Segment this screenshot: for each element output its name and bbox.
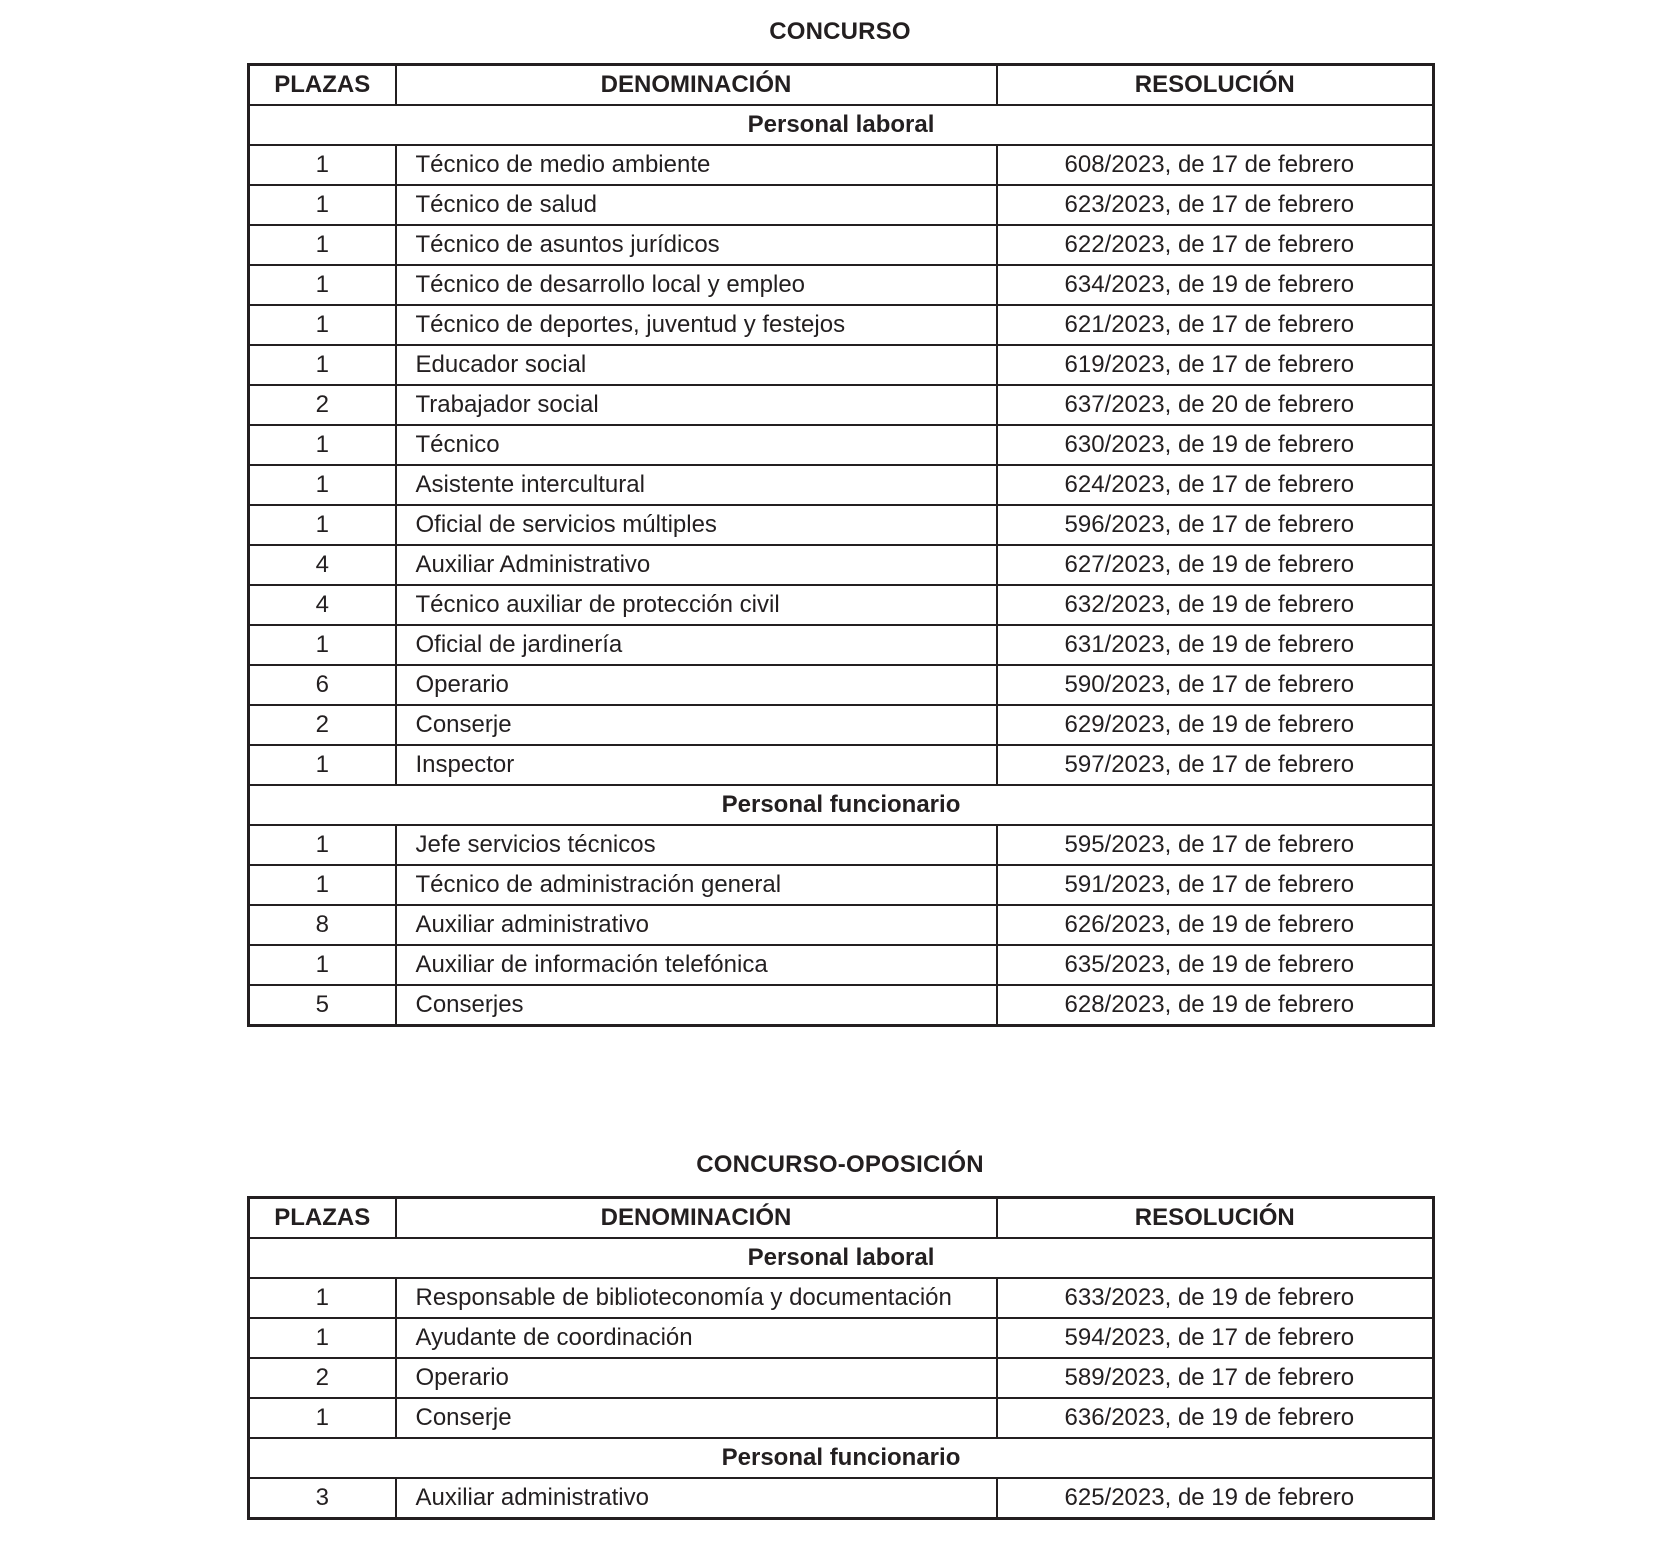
- table-row: [249, 705, 1434, 745]
- cell-resolucion: 590/2023, de 17 de febrero: [997, 665, 1434, 705]
- cell-resolucion: 628/2023, de 19 de febrero: [997, 985, 1434, 1026]
- header-plazas: PLAZAS: [249, 65, 396, 106]
- cell-denominacion: Conserje: [396, 705, 997, 745]
- cell-denominacion: Conserjes: [396, 985, 997, 1026]
- group-row: [249, 105, 1434, 145]
- cell-denominacion: Oficial de servicios múltiples: [396, 505, 997, 545]
- table-row: [249, 665, 1434, 705]
- cell-plazas: 1: [249, 745, 396, 785]
- section-title-concurso: CONCURSO: [769, 18, 911, 45]
- cell-denominacion: Ayudante de coordinación: [396, 1318, 997, 1358]
- table-row: [249, 1398, 1434, 1438]
- table-concurso: [247, 63, 1435, 1027]
- cell-denominacion: Auxiliar administrativo: [396, 1478, 997, 1519]
- cell-denominacion: Técnico de deportes, juventud y festejos: [396, 305, 997, 345]
- header-resolucion: RESOLUCIÓN: [997, 1198, 1434, 1239]
- cell-denominacion: Operario: [396, 1358, 997, 1398]
- cell-resolucion: 635/2023, de 19 de febrero: [997, 945, 1434, 985]
- table-row: [249, 625, 1434, 665]
- cell-resolucion: 591/2023, de 17 de febrero: [997, 865, 1434, 905]
- cell-plazas: 1: [249, 1398, 396, 1438]
- table-row: [249, 1318, 1434, 1358]
- group-label: Personal laboral: [249, 1238, 1434, 1278]
- table-row: [249, 345, 1434, 385]
- table-row: [249, 1478, 1434, 1519]
- table-row: [249, 745, 1434, 785]
- cell-plazas: 4: [249, 545, 396, 585]
- table-row: [249, 545, 1434, 585]
- table-header-row: [249, 65, 1434, 106]
- cell-resolucion: 597/2023, de 17 de febrero: [997, 745, 1434, 785]
- cell-denominacion: Técnico de asuntos jurídicos: [396, 225, 997, 265]
- table-body: [249, 105, 1434, 1026]
- cell-denominacion: Responsable de biblioteconomía y documentación: [396, 1278, 997, 1318]
- cell-plazas: 1: [249, 465, 396, 505]
- table-row: [249, 865, 1434, 905]
- cell-resolucion: 626/2023, de 19 de febrero: [997, 905, 1434, 945]
- cell-denominacion: Oficial de jardinería: [396, 625, 997, 665]
- cell-plazas: 4: [249, 585, 396, 625]
- cell-resolucion: 632/2023, de 19 de febrero: [997, 585, 1434, 625]
- cell-denominacion: Auxiliar Administrativo: [396, 545, 997, 585]
- table-row: [249, 945, 1434, 985]
- table-row: [249, 225, 1434, 265]
- table-row: [249, 985, 1434, 1026]
- cell-resolucion: 594/2023, de 17 de febrero: [997, 1318, 1434, 1358]
- cell-denominacion: Técnico de medio ambiente: [396, 145, 997, 185]
- group-row: [249, 1238, 1434, 1278]
- table-row: [249, 265, 1434, 305]
- cell-denominacion: Asistente intercultural: [396, 465, 997, 505]
- cell-plazas: 1: [249, 265, 396, 305]
- cell-resolucion: 621/2023, de 17 de febrero: [997, 305, 1434, 345]
- table-row: [249, 425, 1434, 465]
- cell-resolucion: 631/2023, de 19 de febrero: [997, 625, 1434, 665]
- table-concurso-oposicion: [247, 1196, 1435, 1520]
- cell-resolucion: 619/2023, de 17 de febrero: [997, 345, 1434, 385]
- cell-resolucion: 636/2023, de 19 de febrero: [997, 1398, 1434, 1438]
- cell-plazas: 1: [249, 1278, 396, 1318]
- header-denominacion: DENOMINACIÓN: [396, 65, 997, 106]
- section-title-concurso-oposicion: CONCURSO-OPOSICIÓN: [696, 1151, 984, 1178]
- cell-denominacion: Inspector: [396, 745, 997, 785]
- cell-resolucion: 637/2023, de 20 de febrero: [997, 385, 1434, 425]
- cell-plazas: 2: [249, 385, 396, 425]
- cell-resolucion: 622/2023, de 17 de febrero: [997, 225, 1434, 265]
- cell-plazas: 8: [249, 905, 396, 945]
- cell-resolucion: 625/2023, de 19 de febrero: [997, 1478, 1434, 1519]
- header-plazas: PLAZAS: [249, 1198, 396, 1239]
- cell-resolucion: 623/2023, de 17 de febrero: [997, 185, 1434, 225]
- cell-denominacion: Educador social: [396, 345, 997, 385]
- table-row: [249, 185, 1434, 225]
- cell-plazas: 5: [249, 985, 396, 1026]
- cell-plazas: 2: [249, 705, 396, 745]
- cell-resolucion: 589/2023, de 17 de febrero: [997, 1358, 1434, 1398]
- cell-plazas: 1: [249, 425, 396, 465]
- cell-denominacion: Conserje: [396, 1398, 997, 1438]
- cell-resolucion: 627/2023, de 19 de febrero: [997, 545, 1434, 585]
- cell-denominacion: Auxiliar de información telefónica: [396, 945, 997, 985]
- table-row: [249, 905, 1434, 945]
- group-row: [249, 1438, 1434, 1478]
- cell-plazas: 1: [249, 945, 396, 985]
- cell-plazas: 2: [249, 1358, 396, 1398]
- cell-denominacion: Técnico de desarrollo local y empleo: [396, 265, 997, 305]
- cell-resolucion: 629/2023, de 19 de febrero: [997, 705, 1434, 745]
- table-row: [249, 305, 1434, 345]
- cell-plazas: 1: [249, 1318, 396, 1358]
- table-body: [249, 1238, 1434, 1519]
- cell-plazas: 1: [249, 625, 396, 665]
- cell-denominacion: Técnico de administración general: [396, 865, 997, 905]
- cell-resolucion: 634/2023, de 19 de febrero: [997, 265, 1434, 305]
- group-label: Personal funcionario: [249, 1438, 1434, 1478]
- group-label: Personal laboral: [249, 105, 1434, 145]
- cell-resolucion: 630/2023, de 19 de febrero: [997, 425, 1434, 465]
- cell-plazas: 1: [249, 345, 396, 385]
- cell-plazas: 3: [249, 1478, 396, 1519]
- table-row: [249, 1358, 1434, 1398]
- cell-resolucion: 608/2023, de 17 de febrero: [997, 145, 1434, 185]
- table-row: [249, 585, 1434, 625]
- table-row: [249, 145, 1434, 185]
- cell-plazas: 1: [249, 825, 396, 865]
- cell-plazas: 1: [249, 865, 396, 905]
- cell-plazas: 1: [249, 305, 396, 345]
- cell-denominacion: Operario: [396, 665, 997, 705]
- header-denominacion: DENOMINACIÓN: [396, 1198, 997, 1239]
- cell-denominacion: Jefe servicios técnicos: [396, 825, 997, 865]
- table-row: [249, 825, 1434, 865]
- table-row: [249, 505, 1434, 545]
- group-row: [249, 785, 1434, 825]
- cell-plazas: 6: [249, 665, 396, 705]
- cell-denominacion: Técnico: [396, 425, 997, 465]
- cell-plazas: 1: [249, 225, 396, 265]
- cell-resolucion: 595/2023, de 17 de febrero: [997, 825, 1434, 865]
- cell-resolucion: 633/2023, de 19 de febrero: [997, 1278, 1434, 1318]
- table-row: [249, 385, 1434, 425]
- cell-plazas: 1: [249, 145, 396, 185]
- cell-denominacion: Técnico de salud: [396, 185, 997, 225]
- cell-denominacion: Auxiliar administrativo: [396, 905, 997, 945]
- cell-plazas: 1: [249, 505, 396, 545]
- cell-plazas: 1: [249, 185, 396, 225]
- cell-resolucion: 596/2023, de 17 de febrero: [997, 505, 1434, 545]
- table-header-row: [249, 1198, 1434, 1239]
- cell-denominacion: Trabajador social: [396, 385, 997, 425]
- table-row: [249, 1278, 1434, 1318]
- header-resolucion: RESOLUCIÓN: [997, 65, 1434, 106]
- cell-resolucion: 624/2023, de 17 de febrero: [997, 465, 1434, 505]
- group-label: Personal funcionario: [249, 785, 1434, 825]
- table-row: [249, 465, 1434, 505]
- cell-denominacion: Técnico auxiliar de protección civil: [396, 585, 997, 625]
